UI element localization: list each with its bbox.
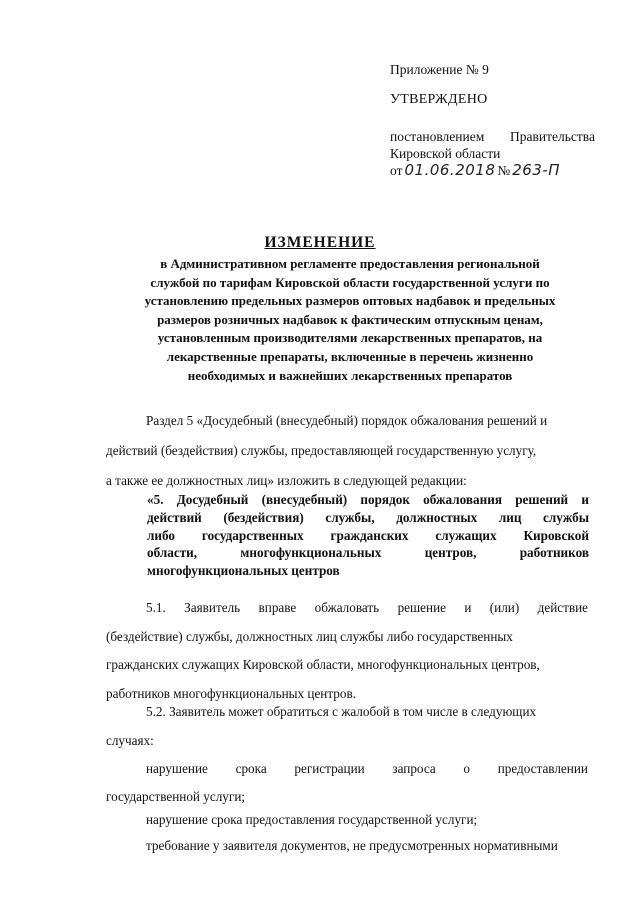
section-5-heading — [147, 491, 589, 580]
heading-line: многофункциональных центров — [147, 563, 340, 579]
heading-word: (бездействия) — [223, 509, 304, 525]
intro-line: Раздел 5 «Досудебный (внесудебный) порядок обжалования решений и — [146, 413, 548, 428]
document-subtitle — [110, 255, 590, 385]
heading-word: области, — [147, 545, 198, 561]
heading-line — [147, 527, 589, 545]
clause-5-2 — [106, 698, 588, 755]
list-item-document-requirement: требование у заявителя документов, не предусмотренных нормативными — [146, 838, 558, 853]
decree-line-1 — [390, 128, 595, 145]
clause-word: решение — [397, 600, 446, 615]
subtitle-line: службой по тарифам Кировской области государственной услуги по — [150, 274, 550, 290]
clause-line: гражданских служащих Кировской области, многофункциональных центров, — [106, 657, 540, 672]
heading-word: центров, — [424, 545, 477, 561]
heading-word: службы — [543, 509, 589, 525]
heading-line — [147, 544, 589, 562]
subtitle-line: лекарственные препараты, включенные в перечень жизненно — [166, 348, 534, 364]
heading-line — [147, 491, 589, 509]
subtitle-line: установлению предельных размеров оптовых надбавок и предельных — [144, 293, 556, 309]
heading-word: действий — [147, 509, 202, 525]
intro-line: а также ее должностных лиц» изложить в следующей редакции: — [106, 473, 467, 488]
heading-word: многофункциональных — [240, 545, 382, 561]
heading-word: порядок — [360, 492, 410, 507]
heading-word: государственных — [201, 527, 304, 543]
clause-word: нарушение — [146, 761, 208, 776]
clause-word: срока — [235, 761, 267, 776]
clause-line: работников многофункциональных центров. — [106, 685, 356, 701]
decree-word-government: Правительства — [510, 129, 595, 144]
handwritten-date: 01.06.2018 — [404, 161, 496, 179]
date-prefix: от — [390, 163, 403, 178]
heading-word: работников — [519, 545, 589, 561]
list-item-line — [106, 755, 588, 783]
heading-word: (внесудебный) — [261, 492, 348, 507]
clause-line: случаях: — [106, 732, 154, 748]
heading-word: Кировской — [523, 527, 589, 543]
decree-reference — [390, 128, 630, 180]
heading-word: и — [581, 492, 589, 507]
subtitle-line: необходимых и важнейших лекарственных препаратов — [187, 367, 513, 383]
clause-word: запроса — [392, 761, 436, 776]
heading-word: либо — [147, 527, 176, 543]
clause-word: обжаловать — [314, 600, 380, 615]
clause-5-1 — [106, 594, 588, 708]
decree-word-resolution: постановлением — [390, 129, 485, 144]
intro-line: действий (бездействия) службы, предоставляющей государственную услугу, — [106, 443, 537, 458]
number-sign: № — [497, 163, 511, 178]
clause-word: предоставлении — [497, 761, 588, 776]
decree-date-line — [390, 162, 630, 180]
approval-block — [390, 62, 630, 180]
heading-word: Досудебный — [176, 492, 249, 507]
heading-word: служащих — [435, 527, 497, 543]
clause-word: и — [464, 600, 472, 615]
clause-word: вправе — [258, 600, 297, 615]
heading-word: лиц — [498, 509, 522, 525]
appendix-label: Приложение № 9 — [390, 62, 489, 77]
clause-line — [106, 594, 588, 623]
subtitle-line: в Административном регламенте предоставления региональной — [160, 256, 540, 271]
clause-word: Заявитель — [184, 600, 241, 615]
clause-word: регистрации — [294, 761, 365, 776]
subtitle-line: установленным производителями лекарственных препаратов, на — [157, 330, 543, 346]
clause-line: (бездействие) службы, должностных лиц службы либо государственных — [106, 628, 513, 644]
heading-word: «5. — [147, 492, 164, 507]
list-item-line: государственной услуги; — [106, 789, 246, 804]
intro-paragraph — [106, 406, 588, 496]
heading-line — [147, 509, 589, 527]
heading-word: обжалования — [423, 492, 502, 507]
clause-word: о — [463, 761, 471, 776]
clause-word: (или) — [489, 600, 520, 615]
heading-word: службы, — [325, 509, 375, 525]
list-item-registration-deadline — [106, 755, 588, 811]
document-title: ИЗМЕНЕНИЕ — [264, 234, 376, 251]
clause-word: действие — [537, 600, 588, 615]
heading-word: решений — [515, 492, 569, 507]
list-item-service-deadline: нарушение срока предоставления государственной услуги; — [146, 812, 478, 827]
subtitle-line: размеров розничных надбавок к фактическим отпускным ценам, — [157, 311, 543, 327]
clause-line: 5.2. Заявитель может обратиться с жалобой в том числе в следующих — [146, 704, 537, 719]
heading-word: гражданских — [330, 527, 409, 543]
clause-word: 5.1. — [146, 600, 166, 615]
decree-line-2: Кировской области — [390, 146, 501, 161]
handwritten-number: 263-П — [512, 161, 561, 179]
heading-word: должностных — [396, 509, 478, 525]
approved-stamp-text: УТВЕРЖДЕНО — [390, 92, 488, 107]
